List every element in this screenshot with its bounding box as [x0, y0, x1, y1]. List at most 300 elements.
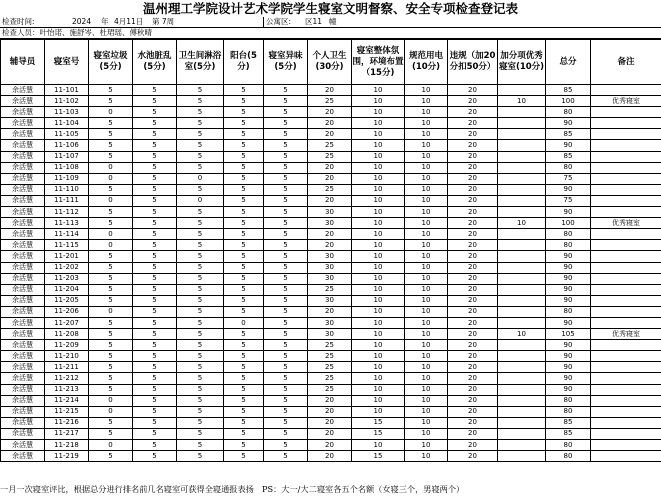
personal-hygiene-score-cell: 20 [308, 162, 352, 173]
bathroom-score-cell: 5 [177, 162, 224, 173]
electricity-score-cell: 10 [405, 329, 448, 340]
remark-cell [591, 395, 661, 406]
score-table [0, 39, 661, 462]
table-row [1, 284, 661, 295]
bathroom-score-cell: 5 [177, 417, 224, 428]
trash-score-cell: 5 [89, 140, 133, 151]
counselor-cell: 余活慧 [1, 218, 45, 229]
year-value: 2024 [72, 17, 92, 26]
trash-score-cell: 5 [89, 428, 133, 439]
total-score-cell: 90 [546, 262, 591, 273]
table-row [1, 262, 661, 273]
electricity-score-cell: 10 [405, 173, 448, 184]
bonus-score-cell [498, 317, 546, 328]
bonus-score-cell [498, 340, 546, 351]
bathroom-score-cell: 5 [177, 306, 224, 317]
bathroom-score-cell: 5 [177, 118, 224, 129]
violation-score-cell: 20 [448, 373, 498, 384]
electricity-score-cell: 10 [405, 85, 448, 96]
header-balcony-score: 阳台(5分) [224, 40, 264, 85]
table-row [1, 373, 661, 384]
sink-score-cell: 5 [133, 129, 177, 140]
balcony-score-cell: 5 [224, 207, 264, 218]
atmosphere-score-cell: 10 [352, 251, 405, 262]
electricity-score-cell: 10 [405, 451, 448, 462]
remark-cell [591, 195, 661, 206]
violation-score-cell: 20 [448, 140, 498, 151]
sink-score-cell: 5 [133, 162, 177, 173]
violation-score-cell: 20 [448, 229, 498, 240]
sink-score-cell: 5 [133, 317, 177, 328]
electricity-score-cell: 10 [405, 195, 448, 206]
odor-score-cell: 5 [264, 384, 308, 395]
balcony-score-cell: 5 [224, 329, 264, 340]
violation-score-cell: 20 [448, 440, 498, 451]
bonus-score-cell [498, 173, 546, 184]
bonus-score-cell: 10 [498, 218, 546, 229]
trash-score-cell: 5 [89, 351, 133, 362]
header-total-score: 总分 [546, 40, 591, 85]
total-score-cell: 90 [546, 351, 591, 362]
sink-score-cell: 5 [133, 406, 177, 417]
personal-hygiene-score-cell: 25 [308, 351, 352, 362]
bathroom-score-cell: 5 [177, 340, 224, 351]
remark-cell [591, 262, 661, 273]
table-row [1, 229, 661, 240]
balcony-score-cell: 5 [224, 395, 264, 406]
personal-hygiene-score-cell: 20 [308, 406, 352, 417]
balcony-score-cell: 5 [224, 417, 264, 428]
counselor-cell: 余活慧 [1, 384, 45, 395]
balcony-score-cell: 5 [224, 451, 264, 462]
atmosphere-score-cell: 10 [352, 340, 405, 351]
trash-score-cell: 5 [89, 118, 133, 129]
balcony-score-cell: 5 [224, 295, 264, 306]
room-number-cell: 11-207 [45, 317, 89, 328]
total-score-cell: 90 [546, 251, 591, 262]
bathroom-score-cell: 5 [177, 151, 224, 162]
bonus-score-cell [498, 284, 546, 295]
bonus-score-cell [498, 118, 546, 129]
room-number-cell: 11-206 [45, 306, 89, 317]
sink-score-cell: 5 [133, 384, 177, 395]
room-number-cell: 11-204 [45, 284, 89, 295]
total-score-cell: 80 [546, 107, 591, 118]
atmosphere-score-cell: 10 [352, 129, 405, 140]
bonus-score-cell [498, 440, 546, 451]
header-violation-score: 违规（加20分扣50分） [448, 40, 498, 85]
odor-score-cell: 5 [264, 240, 308, 251]
balcony-score-cell: 5 [224, 129, 264, 140]
odor-score-cell: 5 [264, 284, 308, 295]
total-score-cell: 80 [546, 406, 591, 417]
table-row [1, 184, 661, 195]
odor-score-cell: 5 [264, 173, 308, 184]
room-number-cell: 11-104 [45, 118, 89, 129]
atmosphere-score-cell: 10 [352, 406, 405, 417]
sink-score-cell: 5 [133, 340, 177, 351]
balcony-score-cell: 5 [224, 173, 264, 184]
table-row [1, 440, 661, 451]
remark-cell [591, 284, 661, 295]
sheet-title: 温州理工学院设计艺术学院学生寝室文明督察、安全专项检查登记表 [142, 1, 518, 16]
atmosphere-score-cell: 10 [352, 317, 405, 328]
balcony-score-cell: 5 [224, 251, 264, 262]
remark-cell [591, 306, 661, 317]
atmosphere-score-cell: 10 [352, 229, 405, 240]
bonus-score-cell [498, 251, 546, 262]
odor-score-cell: 5 [264, 151, 308, 162]
bonus-score-cell [498, 184, 546, 195]
atmosphere-score-cell: 10 [352, 395, 405, 406]
header-bathroom-score: 卫生间淋浴室(5分) [177, 40, 224, 85]
personal-hygiene-score-cell: 25 [308, 340, 352, 351]
personal-hygiene-score-cell: 20 [308, 451, 352, 462]
counselor-cell: 余活慧 [1, 151, 45, 162]
room-number-cell: 11-107 [45, 151, 89, 162]
table-row [1, 207, 661, 218]
electricity-score-cell: 10 [405, 240, 448, 251]
room-number-cell: 11-101 [45, 85, 89, 96]
personal-hygiene-score-cell: 25 [308, 373, 352, 384]
odor-score-cell: 5 [264, 195, 308, 206]
trash-score-cell: 5 [89, 417, 133, 428]
bonus-score-cell [498, 129, 546, 140]
counselor-cell: 余活慧 [1, 417, 45, 428]
trash-score-cell: 5 [89, 207, 133, 218]
sink-score-cell: 5 [133, 428, 177, 439]
electricity-score-cell: 10 [405, 207, 448, 218]
electricity-score-cell: 10 [405, 273, 448, 284]
remark-cell [591, 229, 661, 240]
room-number-cell: 11-208 [45, 329, 89, 340]
electricity-score-cell: 10 [405, 184, 448, 195]
total-score-cell: 85 [546, 85, 591, 96]
personal-hygiene-score-cell: 30 [308, 251, 352, 262]
personal-hygiene-score-cell: 20 [308, 428, 352, 439]
remark-cell [591, 240, 661, 251]
header-personal-hygiene-score: 个人卫生(30分) [308, 40, 352, 85]
personal-hygiene-score-cell: 30 [308, 317, 352, 328]
remark-cell [591, 85, 661, 96]
odor-score-cell: 5 [264, 273, 308, 284]
balcony-score-cell: 5 [224, 440, 264, 451]
counselor-cell: 余活慧 [1, 351, 45, 362]
odor-score-cell: 5 [264, 362, 308, 373]
odor-score-cell: 5 [264, 85, 308, 96]
violation-score-cell: 20 [448, 428, 498, 439]
bathroom-score-cell: 5 [177, 284, 224, 295]
room-number-cell: 11-103 [45, 107, 89, 118]
violation-score-cell: 20 [448, 118, 498, 129]
violation-score-cell: 20 [448, 129, 498, 140]
personal-hygiene-score-cell: 25 [308, 184, 352, 195]
total-score-cell: 90 [546, 373, 591, 384]
odor-score-cell: 5 [264, 340, 308, 351]
counselor-cell: 余活慧 [1, 262, 45, 273]
violation-score-cell: 20 [448, 184, 498, 195]
balcony-score-cell: 5 [224, 184, 264, 195]
counselor-cell: 余活慧 [1, 85, 45, 96]
total-score-cell: 85 [546, 151, 591, 162]
balcony-score-cell: 5 [224, 162, 264, 173]
trash-score-cell: 5 [89, 85, 133, 96]
trash-score-cell: 5 [89, 295, 133, 306]
table-row [1, 107, 661, 118]
electricity-score-cell: 10 [405, 351, 448, 362]
balcony-score-cell: 5 [224, 362, 264, 373]
electricity-score-cell: 10 [405, 229, 448, 240]
counselor-cell: 余活慧 [1, 251, 45, 262]
balcony-score-cell: 5 [224, 218, 264, 229]
bathroom-score-cell: 5 [177, 107, 224, 118]
trash-score-cell: 5 [89, 451, 133, 462]
bonus-score-cell [498, 262, 546, 273]
date-value: 4月11日 [114, 17, 144, 26]
trash-score-cell: 0 [89, 107, 133, 118]
personal-hygiene-score-cell: 30 [308, 273, 352, 284]
inspectors-text: 检查人员：叶怡诺、施舒岑、杜珺瑶、傅秋晴 [2, 28, 152, 37]
sink-score-cell: 5 [133, 262, 177, 273]
electricity-score-cell: 10 [405, 162, 448, 173]
bonus-score-cell [498, 417, 546, 428]
sink-score-cell: 5 [133, 251, 177, 262]
table-row [1, 151, 661, 162]
table-row [1, 451, 661, 462]
balcony-score-cell: 5 [224, 273, 264, 284]
personal-hygiene-score-cell: 20 [308, 229, 352, 240]
personal-hygiene-score-cell: 25 [308, 151, 352, 162]
total-score-cell: 80 [546, 440, 591, 451]
violation-score-cell: 20 [448, 240, 498, 251]
bathroom-score-cell: 5 [177, 373, 224, 384]
odor-score-cell: 5 [264, 129, 308, 140]
bonus-score-cell [498, 384, 546, 395]
personal-hygiene-score-cell: 20 [308, 240, 352, 251]
bonus-score-cell [498, 151, 546, 162]
bonus-score-cell: 10 [498, 329, 546, 340]
table-body [1, 85, 661, 462]
total-score-cell: 100 [546, 218, 591, 229]
odor-score-cell: 5 [264, 451, 308, 462]
atmosphere-score-cell: 15 [352, 417, 405, 428]
room-number-cell: 11-219 [45, 451, 89, 462]
counselor-cell: 余活慧 [1, 340, 45, 351]
violation-score-cell: 20 [448, 85, 498, 96]
remark-cell [591, 362, 661, 373]
counselor-cell: 余活慧 [1, 162, 45, 173]
odor-score-cell: 5 [264, 329, 308, 340]
odor-score-cell: 5 [264, 440, 308, 451]
table-row [1, 417, 661, 428]
remark-cell [591, 351, 661, 362]
bathroom-score-cell: 5 [177, 440, 224, 451]
table-row [1, 251, 661, 262]
room-number-cell: 11-214 [45, 395, 89, 406]
balcony-score-cell: 5 [224, 406, 264, 417]
trash-score-cell: 0 [89, 173, 133, 184]
bathroom-score-cell: 5 [177, 240, 224, 251]
odor-score-cell: 5 [264, 218, 308, 229]
balcony-score-cell: 5 [224, 96, 264, 107]
counselor-cell: 余活慧 [1, 195, 45, 206]
remark-cell [591, 129, 661, 140]
trash-score-cell: 0 [89, 440, 133, 451]
personal-hygiene-score-cell: 20 [308, 395, 352, 406]
counselor-cell: 余活慧 [1, 440, 45, 451]
trash-score-cell: 5 [89, 340, 133, 351]
sink-score-cell: 5 [133, 306, 177, 317]
balcony-score-cell: 5 [224, 118, 264, 129]
bonus-score-cell [498, 273, 546, 284]
table-row [1, 362, 661, 373]
balcony-score-cell: 5 [224, 384, 264, 395]
room-number-cell: 11-112 [45, 207, 89, 218]
counselor-cell: 余活慧 [1, 229, 45, 240]
violation-score-cell: 20 [448, 251, 498, 262]
personal-hygiene-score-cell: 30 [308, 218, 352, 229]
bathroom-score-cell: 5 [177, 129, 224, 140]
sink-score-cell: 5 [133, 295, 177, 306]
violation-score-cell: 20 [448, 262, 498, 273]
odor-score-cell: 5 [264, 184, 308, 195]
table-row [1, 428, 661, 439]
building-unit: 幢 [329, 17, 337, 26]
sink-score-cell: 5 [133, 417, 177, 428]
electricity-score-cell: 10 [405, 140, 448, 151]
sink-score-cell: 5 [133, 107, 177, 118]
atmosphere-score-cell: 10 [352, 273, 405, 284]
trash-score-cell: 5 [89, 362, 133, 373]
remark-cell [591, 273, 661, 284]
counselor-cell: 余活慧 [1, 306, 45, 317]
odor-score-cell: 5 [264, 351, 308, 362]
personal-hygiene-score-cell: 30 [308, 329, 352, 340]
sink-score-cell: 5 [133, 240, 177, 251]
personal-hygiene-score-cell: 30 [308, 207, 352, 218]
sink-score-cell: 5 [133, 273, 177, 284]
remark-cell [591, 428, 661, 439]
sink-score-cell: 5 [133, 395, 177, 406]
bathroom-score-cell: 5 [177, 329, 224, 340]
personal-hygiene-score-cell: 30 [308, 262, 352, 273]
sink-score-cell: 5 [133, 351, 177, 362]
trash-score-cell: 0 [89, 229, 133, 240]
atmosphere-score-cell: 10 [352, 140, 405, 151]
bathroom-score-cell: 5 [177, 218, 224, 229]
sink-score-cell: 5 [133, 151, 177, 162]
electricity-score-cell: 10 [405, 317, 448, 328]
sink-score-cell: 5 [133, 373, 177, 384]
bonus-score-cell [498, 207, 546, 218]
room-number-cell: 11-202 [45, 262, 89, 273]
trash-score-cell: 5 [89, 373, 133, 384]
counselor-cell: 余活慧 [1, 240, 45, 251]
header-electricity-score: 规范用电(10分) [405, 40, 448, 85]
personal-hygiene-score-cell: 20 [308, 173, 352, 184]
trash-score-cell: 0 [89, 195, 133, 206]
total-score-cell: 90 [546, 118, 591, 129]
violation-score-cell: 20 [448, 295, 498, 306]
table-row [1, 406, 661, 417]
violation-score-cell: 20 [448, 162, 498, 173]
remark-cell [591, 162, 661, 173]
atmosphere-score-cell: 10 [352, 351, 405, 362]
trash-score-cell: 0 [89, 240, 133, 251]
total-score-cell: 90 [546, 284, 591, 295]
bathroom-score-cell: 5 [177, 262, 224, 273]
personal-hygiene-score-cell: 25 [308, 96, 352, 107]
trash-score-cell: 0 [89, 162, 133, 173]
bonus-score-cell [498, 140, 546, 151]
info-row-inspectors [0, 28, 661, 39]
bonus-score-cell [498, 395, 546, 406]
bathroom-score-cell: 5 [177, 428, 224, 439]
atmosphere-score-cell: 10 [352, 85, 405, 96]
table-row [1, 273, 661, 284]
remark-cell [591, 184, 661, 195]
table-row [1, 317, 661, 328]
room-number-cell: 11-105 [45, 129, 89, 140]
date-label: 检查时间: [2, 17, 35, 26]
sink-score-cell: 5 [133, 140, 177, 151]
header-trash-score: 寝室垃圾(5分) [89, 40, 133, 85]
electricity-score-cell: 10 [405, 362, 448, 373]
table-row [1, 85, 661, 96]
sink-score-cell: 5 [133, 218, 177, 229]
bathroom-score-cell: 0 [177, 173, 224, 184]
header-bonus-score: 加分项优秀寝室(10分) [498, 40, 546, 85]
total-score-cell: 90 [546, 184, 591, 195]
odor-score-cell: 5 [264, 162, 308, 173]
atmosphere-score-cell: 10 [352, 184, 405, 195]
bonus-score-cell [498, 240, 546, 251]
bonus-score-cell [498, 428, 546, 439]
room-number-cell: 11-114 [45, 229, 89, 240]
bathroom-score-cell: 5 [177, 406, 224, 417]
balcony-score-cell: 5 [224, 340, 264, 351]
atmosphere-score-cell: 10 [352, 262, 405, 273]
sink-score-cell: 5 [133, 96, 177, 107]
room-number-cell: 11-111 [45, 195, 89, 206]
bonus-score-cell [498, 406, 546, 417]
personal-hygiene-score-cell: 20 [308, 107, 352, 118]
total-score-cell: 105 [546, 329, 591, 340]
table-row [1, 173, 661, 184]
electricity-score-cell: 10 [405, 129, 448, 140]
room-number-cell: 11-201 [45, 251, 89, 262]
violation-score-cell: 20 [448, 273, 498, 284]
atmosphere-score-cell: 10 [352, 306, 405, 317]
counselor-cell: 余活慧 [1, 207, 45, 218]
electricity-score-cell: 10 [405, 295, 448, 306]
counselor-cell: 余活慧 [1, 129, 45, 140]
table-row [1, 306, 661, 317]
violation-score-cell: 20 [448, 317, 498, 328]
electricity-score-cell: 10 [405, 395, 448, 406]
atmosphere-score-cell: 15 [352, 451, 405, 462]
bonus-score-cell [498, 107, 546, 118]
balcony-score-cell: 0 [224, 317, 264, 328]
header-row [1, 40, 661, 85]
balcony-score-cell: 5 [224, 428, 264, 439]
personal-hygiene-score-cell: 30 [308, 295, 352, 306]
sink-score-cell: 5 [133, 173, 177, 184]
electricity-score-cell: 10 [405, 373, 448, 384]
sink-score-cell: 5 [133, 118, 177, 129]
table-row [1, 295, 661, 306]
atmosphere-score-cell: 10 [352, 384, 405, 395]
